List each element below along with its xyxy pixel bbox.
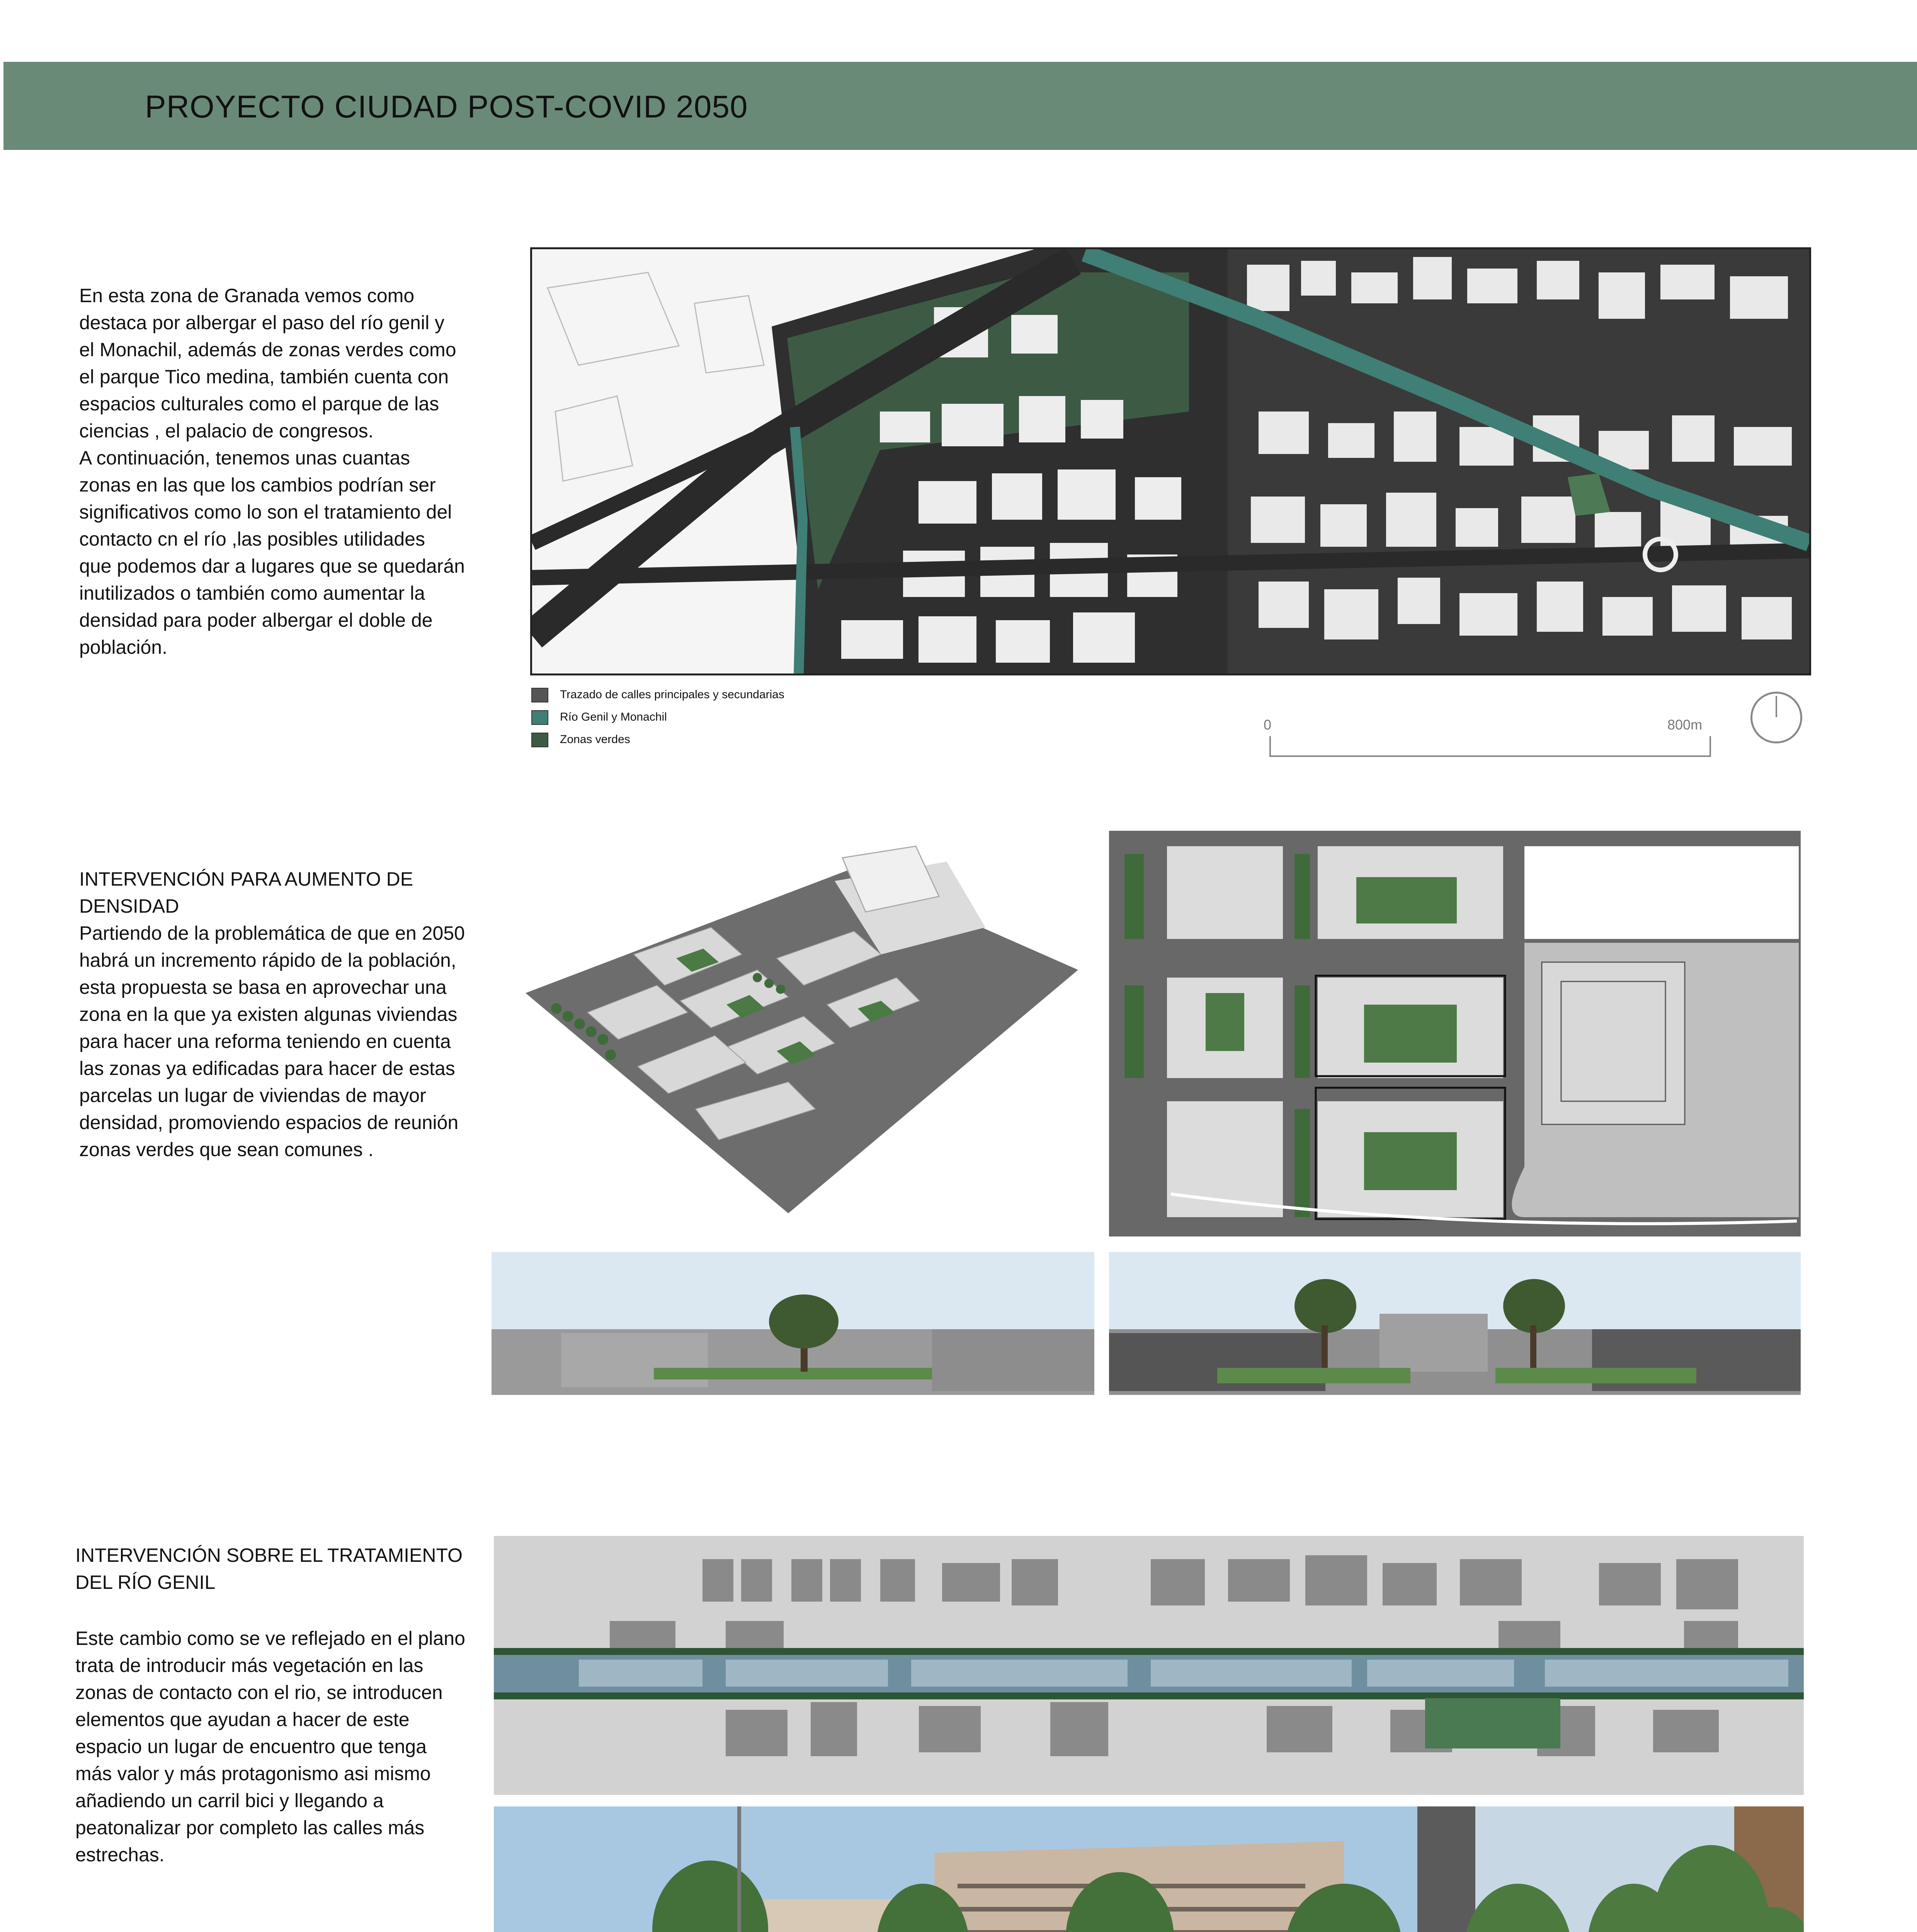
river-photo-2-drawing: [1417, 1806, 1804, 1932]
density-perspective-2: [1109, 1252, 1801, 1395]
legend-label-green: Zonas verdes: [560, 733, 630, 746]
north-arrow-icon: [1750, 692, 1802, 743]
river-paragraph: Este cambio como se ve reflejado en el plano trata de introducir más vegetación en las zonas de contacto con el rio, se introducen elementos que ayudan a hacer de este espacio un lugar de encuentro que tenga más valor y más protagonismo asi mismo añadiendo un carril bici y llegando a peatonalizar por completo las calles más estrechas.: [75, 1628, 465, 1866]
legend-label-rivers: Río Genil y Monachil: [560, 710, 667, 723]
river-photo-1: [494, 1806, 1417, 1932]
river-plan-drawing: [494, 1536, 1804, 1795]
density-perspective-2-drawing: [1109, 1252, 1801, 1395]
river-plan: [494, 1536, 1804, 1795]
river-photo-1-drawing: [494, 1806, 1417, 1932]
river-heading: INTERVENCIÓN SOBRE EL TRATAMIENTO DEL RÍO GENIL: [75, 1544, 463, 1593]
scale-end-label: 800m: [1667, 717, 1703, 733]
density-perspective-1: [492, 1252, 1094, 1395]
density-plan: [1109, 831, 1801, 1236]
urban-map: [530, 247, 1811, 675]
legend-item-green: [531, 733, 630, 747]
density-3d-render: [510, 831, 1078, 1217]
density-3d-render-drawing: [510, 831, 1078, 1217]
density-paragraph: Partiendo de la problemática de que en 2050 habrá un incremento rápido de la población, esta propuesta se basa en aprovechar una zona en la que ya existen algunas viviendas para hacer una reforma teniendo en cuenta las zonas ya edificadas para hacer de estas parcelas un lugar de viviendas de mayor densidad, promoviendo espacios de reunión zonas verdes que sean comunes .: [79, 922, 465, 1160]
page-title: PROYECTO CIUDAD POST-COVID 2050: [145, 89, 748, 124]
scale-start-label: 0: [1264, 717, 1272, 733]
density-heading: INTERVENCIÓN PARA AUMENTO DE DENSIDAD: [79, 868, 413, 917]
scale-bar: [1269, 736, 1711, 757]
density-perspective-1-drawing: [492, 1252, 1094, 1395]
legend-label-streets: Trazado de calles principales y secundarias: [560, 688, 784, 701]
density-plan-drawing: [1109, 831, 1801, 1236]
legend-item-rivers: [531, 710, 667, 725]
urban-map-drawing: [532, 249, 1809, 673]
river-photo-2: [1417, 1806, 1804, 1932]
intro-paragraph: En esta zona de Granada vemos como destaca por albergar el paso del río genil y el Monachil, además de zonas verdes como el parque Tico medina, también cuenta con espacios culturales como el parque de las ciencias , el palacio de congresos. A continuación, tenemos unas cuantas zonas en las que los cambios podrían ser significativos como lo son el tratamiento del contacto cn el río ,las posibles utilidades que podemos dar a lugares que se quedarán inutilizados o también como aumentar la densidad para poder albergar el doble de población.: [79, 285, 465, 658]
legend-swatch-rivers: [531, 710, 548, 725]
legend-item-streets: [531, 688, 784, 702]
legend-swatch-green: [531, 733, 548, 747]
legend-swatch-streets: [531, 688, 548, 702]
